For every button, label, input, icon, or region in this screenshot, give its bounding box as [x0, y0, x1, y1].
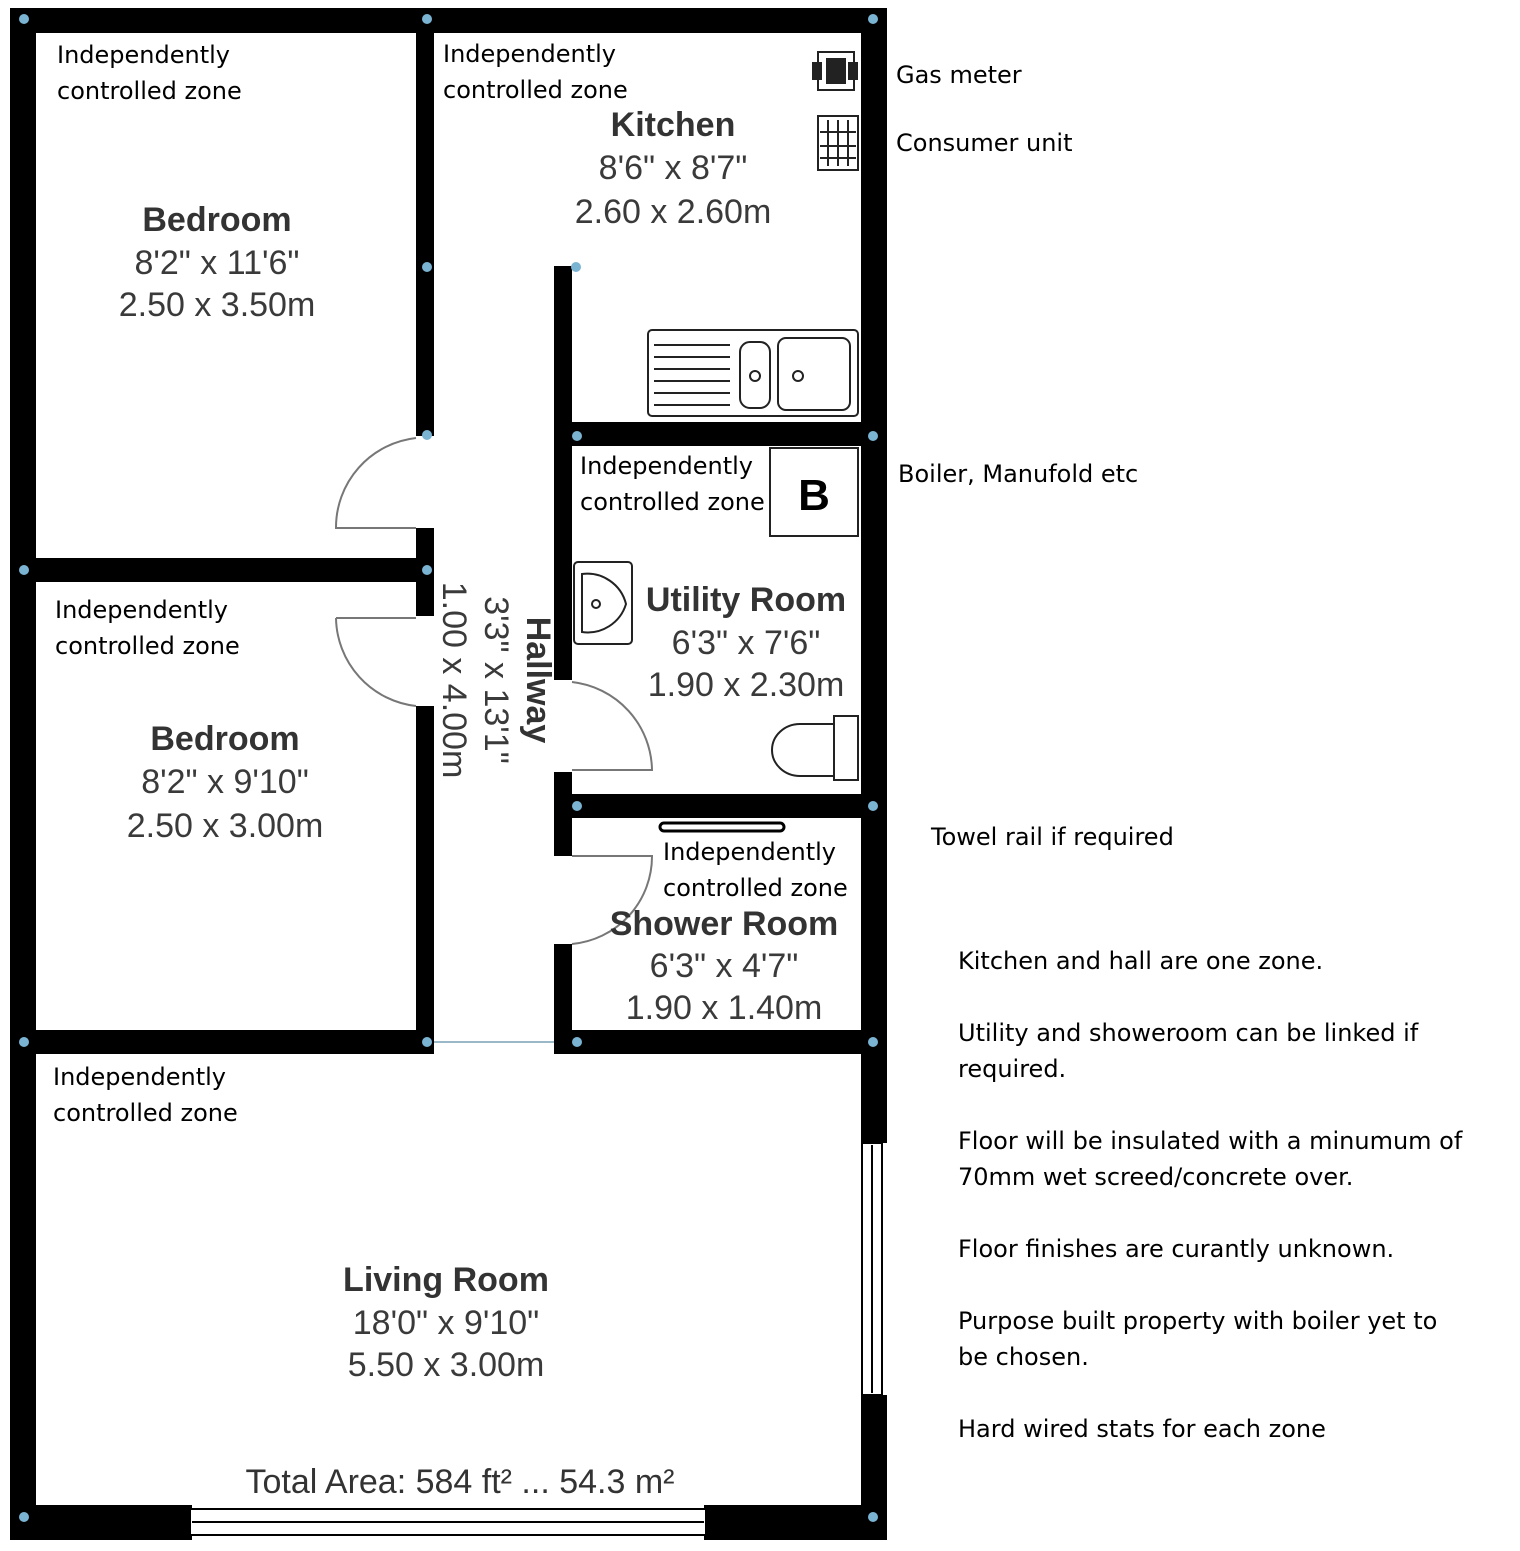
zone-label-line2: controlled zone [580, 488, 765, 516]
wall-bed2-east-lower [416, 706, 434, 1046]
room-imperial: 8'2" x 9'10" [141, 763, 309, 801]
room-name: Living Room [343, 1261, 549, 1299]
boiler-box [770, 448, 858, 536]
note-1-line1: Kitchen and hall are one zone. [958, 947, 1324, 975]
room-bedroom-2 [55, 596, 323, 845]
room-imperial: 8'2" x 11'6" [134, 244, 300, 282]
kitchen-sink [648, 330, 858, 416]
zone-label-line1: Independently [443, 40, 616, 68]
toilet [772, 716, 858, 780]
gas-meter-label: Gas meter [896, 61, 1022, 89]
room-imperial: 6'3" x 4'7" [649, 947, 799, 985]
towel-rail [660, 823, 784, 831]
zone-label-line1: Independently [55, 596, 228, 624]
room-imperial: 18'0" x 9'10" [352, 1304, 540, 1342]
zone-label-line1: Independently [57, 41, 230, 69]
room-name: Shower Room [609, 905, 839, 943]
zone-label-line2: controlled zone [443, 76, 628, 104]
room-kitchen [443, 40, 771, 231]
note-2-line2: required. [958, 1055, 1067, 1083]
room-name: Utility Room [645, 581, 847, 619]
room-metric: 1.00 x 4.00m [435, 581, 473, 779]
door-utility [572, 682, 652, 770]
wall-bed1-east [416, 8, 434, 436]
note-3-line2: 70mm wet screed/concrete over. [958, 1163, 1354, 1191]
note-6-line1: Hard wired stats for each zone [958, 1415, 1326, 1443]
boiler-label: Boiler, Manufold etc [898, 460, 1139, 488]
room-shower [610, 838, 848, 1027]
note-3-line1: Floor will be insulated with a minumum of [958, 1127, 1463, 1155]
wall-utility-south [554, 794, 887, 818]
side-labels [896, 61, 1174, 851]
wall-bed1-south [10, 558, 434, 582]
towel-rail-label: Towel rail if required [931, 823, 1174, 851]
door-bedroom1 [336, 438, 416, 528]
zone-label-line2: controlled zone [53, 1099, 238, 1127]
room-imperial: 3'3" x 13'1" [477, 596, 515, 764]
wall-bottom-right [704, 1505, 887, 1540]
room-metric: 5.50 x 3.00m [347, 1346, 545, 1384]
utility-basin [574, 562, 632, 644]
zone-label-line1: Independently [580, 452, 753, 480]
wall-bed2-south [10, 1030, 434, 1054]
wall-shower-south [554, 1030, 887, 1054]
room-metric: 2.50 x 3.50m [118, 286, 316, 324]
note-5-line2: be chosen. [958, 1343, 1089, 1371]
gas-meter-icon [812, 52, 858, 90]
notes [958, 947, 1463, 1443]
door-bedroom2 [336, 618, 416, 706]
note-2-line1: Utility and showeroom can be linked if [958, 1019, 1419, 1047]
room-name: Bedroom [142, 201, 292, 239]
zone-label-line2: controlled zone [55, 632, 240, 660]
room-name: Bedroom [150, 720, 300, 758]
boiler-mark: B [798, 471, 830, 520]
wall-bed2-east-upper [416, 580, 434, 616]
note-5-line1: Purpose built property with boiler yet to [958, 1307, 1438, 1335]
consumer-unit-label: Consumer unit [896, 129, 1073, 157]
room-name: Hallway [519, 616, 557, 744]
room-name: Kitchen [610, 106, 736, 144]
room-hallway [435, 582, 557, 779]
consumer-unit-icon [818, 116, 858, 170]
note-4-line1: Floor finishes are curantly unknown. [958, 1235, 1395, 1263]
zone-label-line2: controlled zone [57, 77, 242, 105]
wall-left [10, 8, 36, 1540]
zone-label-line1: Independently [663, 838, 836, 866]
zone-label-line1: Independently [53, 1063, 226, 1091]
room-imperial: 6'3" x 7'6" [671, 624, 821, 662]
total-area: Total Area: 584 ft² ... 54.3 m² [245, 1463, 675, 1501]
wall-kitchen-south [554, 422, 887, 446]
wall-bottom-left [10, 1505, 192, 1540]
room-bedroom-1 [57, 41, 315, 324]
room-imperial: 8'6" x 8'7" [598, 149, 748, 187]
room-living [53, 1063, 549, 1384]
room-metric: 2.50 x 3.00m [126, 807, 324, 845]
room-metric: 1.90 x 1.40m [625, 989, 823, 1027]
room-metric: 2.60 x 2.60m [574, 193, 772, 231]
room-metric: 1.90 x 2.30m [647, 666, 845, 704]
zone-label-line2: controlled zone [663, 874, 848, 902]
wall-right-upper [861, 8, 887, 1143]
wall-top [10, 8, 887, 33]
